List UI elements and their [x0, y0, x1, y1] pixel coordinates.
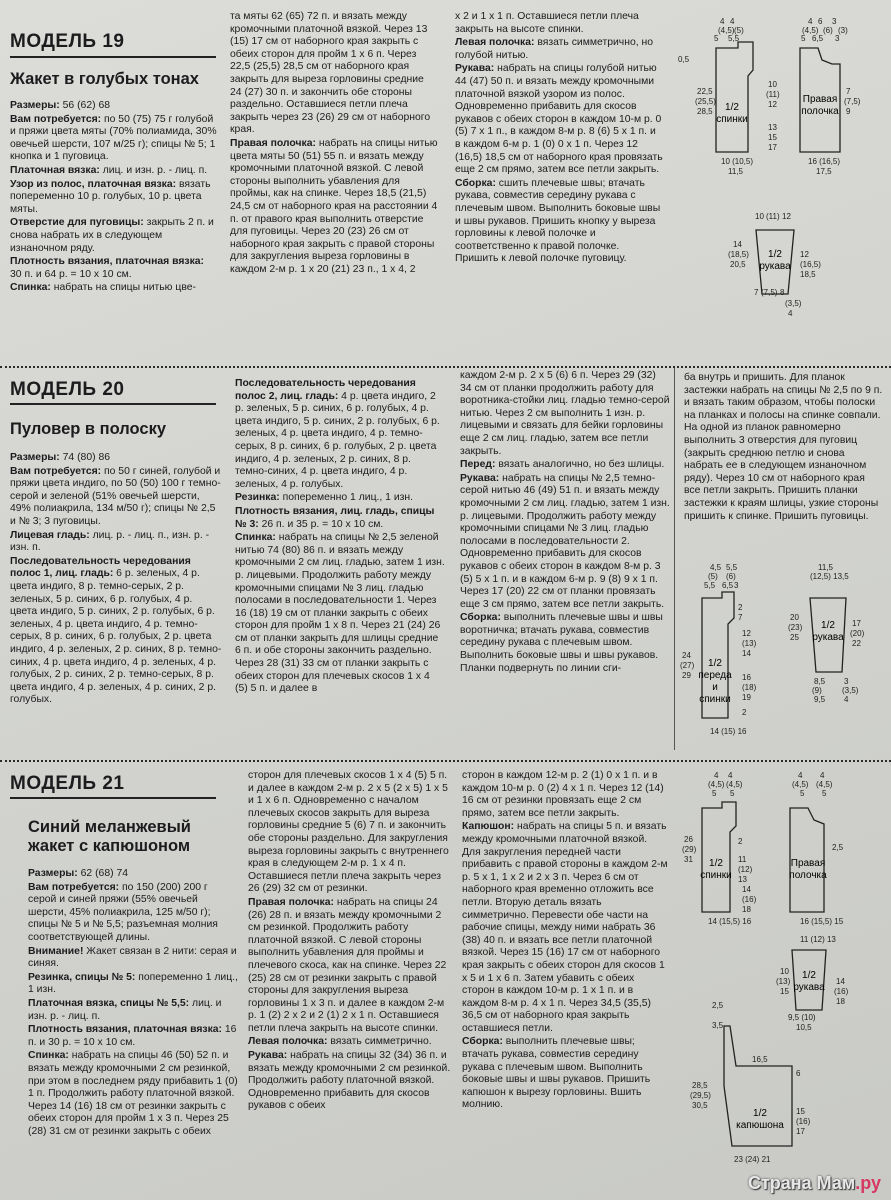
svg-text:6: 6 [818, 17, 823, 26]
svg-text:(11): (11) [766, 212, 780, 221]
paragraph-heading: Размеры: [10, 452, 60, 463]
paragraph-heading: Резинка, спицы № 5: [28, 971, 136, 983]
front-piece-label: Правая полочка [789, 858, 827, 881]
paragraph-text: Жакет связан в 2 нити: серая и синяя. [28, 945, 237, 970]
paragraph [248, 1050, 454, 1113]
model-21-title: Синий меланжевый жакет с капюшоном [28, 818, 191, 855]
sleeve-piece-label: 1/2 рукава [812, 620, 844, 643]
svg-text:3,5: 3,5 [712, 1021, 724, 1030]
paragraph-text: 62 (68) 74 [77, 868, 129, 879]
svg-text:3: 3 [844, 677, 849, 686]
svg-text:4: 4 [714, 771, 719, 780]
svg-text:(11): (11) [766, 90, 780, 99]
model-20-col-4 [684, 372, 884, 550]
paragraph [10, 114, 218, 164]
model-21-schematics [672, 766, 884, 1166]
svg-text:14: 14 [742, 885, 751, 894]
paragraph-text: ба внутрь и пришить. Для планок застежки набрать на спицы № 2,5 по 9 п. и вязать таким образом, чтобы полоски на планках и полосы на спинке совпали. На одной из планок равномерно выполнить 3 отверстия для пуговиц (закрыть среднюю петлю и снова набрать ее в следующем изнаночном ряду). Через 10 см от наборного края все петли закрыть. Пришить планки застежки к краям шлицы, узкие стороны пришить к спинке. Пришить пуговицы. [684, 372, 883, 522]
model-19-col-1 [10, 100, 218, 358]
back-pattern-piece [716, 42, 753, 152]
paragraph [235, 378, 445, 491]
svg-text:4: 4 [728, 771, 733, 780]
svg-text:2,5: 2,5 [712, 1001, 724, 1010]
paragraph-heading: Рукава: [248, 1050, 288, 1062]
svg-text:3: 3 [734, 581, 739, 590]
svg-text:18: 18 [742, 905, 751, 914]
svg-text:9,5: 9,5 [814, 695, 826, 704]
svg-text:3: 3 [832, 17, 837, 26]
svg-text:(12,5) 13,5: (12,5) 13,5 [810, 572, 849, 581]
svg-text:2,5: 2,5 [832, 843, 844, 852]
back-piece-label: 1/2 спинки [700, 858, 732, 881]
model-20-header-underline [10, 403, 216, 405]
paragraph-text: набрать на спицы 32 (34) 36 п. и вязать между кромочными 2 см резинкой. Продолжить работу платочной вязкой. Одновременно прибавить для скосов рукавов с обеих [248, 1050, 451, 1112]
paragraph-heading: Резинка: [235, 492, 280, 504]
svg-text:(18,5): (18,5) [728, 250, 749, 259]
svg-text:15: 15 [768, 133, 777, 142]
svg-text:(9): (9) [812, 686, 822, 695]
paragraph-heading: Лицевая гладь: [10, 529, 90, 541]
paragraph-heading: Сборка: [462, 1036, 503, 1048]
svg-text:17: 17 [852, 619, 861, 628]
svg-text:12: 12 [782, 212, 791, 221]
svg-text:10,5: 10,5 [796, 1023, 812, 1032]
svg-text:(29): (29) [682, 845, 697, 854]
paragraph [28, 1024, 238, 1049]
svg-text:6: 6 [796, 1069, 801, 1078]
paragraph-text: 6 р. зеленых, 4 р. цвета индиго, 8 р. темно-серых, 2 р. зеленых, 5 р. синих, 6 р. голубых, 4 р. цвета индиго, 5 р. синих, 2 р. голубых, 6 р. зеленых, 4 р. цвета индиго, 4 р. темно-серых, 8 р. синих, 6 р. голубых, 2 р. цвета индиго, 4 р. зеленых, 2 р. синих, 8 р. темно-синих, 4 р. цвета индиго, 4 р. зеленых, 4 р. голубых, 2 р. синих, 2 р. темно-серых, 8 р. цвета индиго, 4 р. зеленых, 4 р. синих, 2 р. голубых. [10, 568, 222, 706]
paragraph-heading: Спинка: [235, 532, 276, 544]
svg-text:4: 4 [730, 17, 735, 26]
paragraph-text: 74 (80) 86 [59, 452, 111, 463]
paragraph [28, 998, 238, 1023]
svg-text:(25,5): (25,5) [695, 97, 716, 106]
svg-text:(16): (16) [834, 987, 849, 996]
svg-text:20,5: 20,5 [730, 260, 746, 269]
svg-text:5: 5 [800, 789, 805, 798]
paragraph-heading: Правая полочка: [248, 896, 334, 908]
paragraph [28, 972, 238, 997]
paragraph [10, 165, 218, 178]
svg-text:5: 5 [730, 789, 735, 798]
svg-text:15: 15 [796, 1107, 805, 1116]
paragraph-heading: Рукава: [460, 472, 500, 484]
paragraph-heading: Размеры: [28, 868, 78, 879]
svg-text:26: 26 [684, 835, 693, 844]
svg-text:14: 14 [836, 977, 845, 986]
paragraph-text: вязать попеременно 10 р. голубых, 10 р. цвета мяты. [10, 178, 211, 215]
svg-text:14 (15) 16: 14 (15) 16 [710, 727, 747, 736]
svg-text:(23): (23) [788, 623, 803, 632]
model-20-col-1 [10, 452, 222, 748]
label-line: рукава [812, 632, 844, 643]
svg-text:(5): (5) [708, 572, 718, 581]
paragraph-heading: Платочная вязка: [10, 164, 100, 176]
svg-text:14: 14 [742, 649, 751, 658]
svg-text:10: 10 [780, 967, 789, 976]
svg-text:20: 20 [790, 613, 799, 622]
svg-text:(3,5): (3,5) [842, 686, 859, 695]
svg-text:(4,5): (4,5) [802, 26, 819, 35]
svg-text:23 (24) 21: 23 (24) 21 [734, 1155, 771, 1164]
svg-text:(6): (6) [823, 26, 833, 35]
svg-text:(7,5): (7,5) [844, 97, 861, 106]
paragraph [10, 100, 218, 113]
svg-text:28,5: 28,5 [692, 1081, 708, 1090]
svg-text:(20): (20) [850, 629, 865, 638]
paragraph [10, 179, 218, 217]
paragraph [28, 868, 238, 881]
paragraph-text: x 2 и 1 x 1 п. Оставшиеся петли плеча закрыть на высоте спинки. [455, 11, 639, 35]
paragraph [460, 459, 670, 472]
paragraph [460, 612, 670, 675]
svg-text:5: 5 [822, 789, 827, 798]
paragraph [10, 217, 218, 255]
paragraph [230, 11, 438, 137]
svg-text:28,5: 28,5 [697, 107, 713, 116]
label-line: спинки [716, 114, 748, 125]
svg-text:5: 5 [714, 34, 719, 43]
model-20-col-2 [235, 378, 445, 750]
svg-text:25: 25 [790, 633, 799, 642]
watermark-domain: .ру [855, 1173, 881, 1193]
svg-text:4: 4 [788, 309, 793, 317]
svg-text:8: 8 [780, 288, 785, 297]
svg-text:(13): (13) [742, 639, 757, 648]
paragraph-text: сторон для плечевых скосов 1 x 4 (5) 5 п. и далее в каждом 2-м р. 2 x 5 (2 x 5) 1 x 5 и 1 x 6 п. Одновременно с началом плечевых скосов закрыть для выреза горловины средние 5 (6) 7 п. и закончить обе стороны раздельно. Для закругления выреза горловины закрыть с внутреннего края в следующем 2-м р. 1 x 4 п. Оставшиеся петли плеча закрыть через 26 (29) 32 см от резинки. [248, 770, 449, 895]
label-line: полочка [789, 870, 827, 881]
paragraph-heading: Вам потребуется: [28, 881, 120, 893]
paragraph [10, 530, 222, 555]
paragraph-text: сшить плечевые швы; втачать рукава, совместив середину рукава с плечевым швом. Выполнить боковые швы и швы рукавов. Пришить кнопку у выреза горловины к левой полочке и соответственно к правой полочке. Пришить к левой полочке пуговицу. [455, 177, 661, 265]
paragraph-text: набрать на спицы № 2,5 зеленой нитью 74 (80) 86 п. и вязать между кромочными 2 см лиц. гладью, затем 1 изн. р. лицевыми. Продолжить работу между кромочными спицами № 3 лиц. гладью полосами в последовательности 1. Через 16 (18) 19 см от планки закрыть с обеих сторон для пройм 1 x 8 п. Через 21 (24) 26 см от планки закрыть для шлицы средние 6 п. и обе стороны закончить раздельно. Через 28 (31) 33 см от планки закрыть с обеих сторон для плечевых скосов 1 x 4 (5) 5 п. и далее в [235, 532, 445, 695]
paragraph-text: набрать на спицы 24 (26) 28 п. и вязать между кромочными 2 см резинкой. Продолжить работу платочной вязкой. С левой стороны выполнить убавления для проймы и плечевого скоса, как на спинке. Через 22 (25) 28 см от резинки закрыть с правой стороны для закругления выреза горловины 1 x 3 п. и далее в каждом 2-м р. 1 (2) 2 x 2 и 2 (1) 2 x 1 п. Оставшиеся петли плеча закрыть на высоте спинки. [248, 896, 447, 1034]
paragraph-heading: Рукава: [455, 63, 495, 75]
paragraph-text: по 150 (200) 200 г серой и синей пряжи (55% овечьей шерсти, 45% полиакрила, 125 м/50 г); спицы № 5 и № 5,5; разъемная молния соответствующей длины. [28, 881, 218, 943]
paragraph [28, 946, 238, 971]
svg-text:11 (12) 13: 11 (12) 13 [800, 935, 836, 944]
svg-text:7: 7 [754, 288, 759, 297]
paragraph-text: каждом 2-м р. 2 x 5 (6) 6 п. Через 29 (32) 34 см от планки продолжить работу для воротника-стойки лиц. гладью темно-серой нитью. Через 2 см выполнить 1 изн. р. лицевыми и связать для бейки горловины еще 2 см лиц. гладью, затем все петли закрыть. [460, 370, 670, 457]
paragraph-heading: Плотность вязания, лиц. гладь, спицы № 3: [235, 505, 435, 530]
svg-text:18,5: 18,5 [800, 270, 816, 279]
paragraph [248, 897, 454, 1036]
svg-text:6,5: 6,5 [812, 34, 824, 43]
paragraph [235, 492, 445, 505]
svg-text:(4,5): (4,5) [708, 780, 725, 789]
paragraph [28, 882, 238, 945]
paragraph-heading: Плотность вязания, платочная вязка: [10, 256, 205, 268]
paragraph-text: 56 (62) 68 [59, 100, 111, 111]
paragraph-text: набрать на спицы 46 (50) 52 п. и вязать между кромочными 2 см резинкой, при этом в последнем ряду прибавить 1 (0) 1 п. Продолжить работу платочной вязкой. Через 14 (16) 18 см от резинки закрыть с обеих сторон для пройм 1 x 3 п. Через 25 (28) 31 см от резинки закрыть с обеих [28, 1050, 238, 1137]
paragraph-text: вязать симметрично. [327, 1036, 432, 1048]
paragraph-text: 4 р. цвета индиго, 2 р. зеленых, 5 р. синих, 6 р. голубых, 4 р. цвета индиго, 5 р. синих, 2 р. голубых, 6 р. зеленых, 4 р. цвета индиго, 4 р. темно-серых, 8 р. синих, 6 р. голубых, 2 р. цвета индиго, 4 р. зеленых, 2 р. синих, 8 р. темно-синих, 4 р. цвета индиго, 4 р. зеленых, 4 р. голубых. [235, 390, 440, 490]
paragraph [462, 821, 668, 1035]
paragraph-heading: Капюшон: [462, 821, 515, 833]
svg-text:(16,5): (16,5) [800, 260, 821, 269]
svg-text:5: 5 [712, 789, 717, 798]
svg-text:2: 2 [742, 708, 747, 717]
svg-text:(7,5): (7,5) [761, 288, 778, 297]
svg-text:(3,5): (3,5) [785, 299, 802, 308]
paragraph-text: 26 п. и 35 р. = 10 x 10 см. [258, 518, 384, 530]
watermark-text: Страна Мам [747, 1173, 856, 1193]
svg-text:12: 12 [742, 629, 751, 638]
back-pattern-piece [702, 802, 736, 912]
model-21-header-underline [10, 797, 216, 799]
svg-text:(3): (3) [838, 26, 848, 35]
svg-text:11: 11 [738, 855, 747, 864]
paragraph-heading: Последовательность чередования полос 2, лиц. гладь: [235, 378, 416, 402]
svg-text:2: 2 [738, 603, 743, 612]
svg-text:(4,5): (4,5) [816, 780, 833, 789]
paragraph [10, 556, 222, 707]
svg-text:4: 4 [720, 17, 725, 26]
paragraph-heading: Перед: [460, 459, 496, 471]
svg-text:29: 29 [682, 671, 691, 680]
paragraph-text: набрать на спицы № 2,5 темно-серой нитью 46 (49) 51 п. и вязать между кромочными 2 см лиц. гладью, затем 1 изн. р. лицевыми. Продолжить работу между кромочными спицами № 3 лиц. гладью полосами в последовательности 2. Одновременно прибавить для скосов рукавов с обеих сторон в каждом 8-м р. 3 (5) 5 x 1 п. и в каждом 6-м р. 9 (8) 9 x 1 п. Через 17 (20) 22 см от планки провязать еще 3 см прямо, затем все петли закрыть. [460, 472, 670, 610]
label-line: рукава [793, 982, 825, 993]
svg-text:14: 14 [733, 240, 742, 249]
paragraph-text: лиц. и изн. р. - лиц. п. [28, 997, 222, 1022]
paragraph [455, 37, 663, 62]
svg-text:7: 7 [846, 87, 851, 96]
svg-text:(16): (16) [796, 1117, 811, 1126]
svg-text:10: 10 [768, 80, 777, 89]
paragraph [10, 466, 222, 529]
svg-text:17: 17 [768, 143, 777, 152]
svg-text:16 (16,5): 16 (16,5) [808, 157, 841, 166]
svg-text:(4,5): (4,5) [792, 780, 809, 789]
svg-text:4: 4 [844, 695, 849, 704]
svg-text:15: 15 [780, 987, 789, 996]
label-line: полочка [801, 106, 839, 117]
paragraph [462, 770, 668, 820]
svg-text:18: 18 [836, 997, 845, 1006]
paragraph-heading: Последовательность чередования полос 1, лиц. гладь: [10, 555, 191, 580]
paragraph-heading: Внимание! [28, 945, 84, 957]
paragraph-heading: Сборка: [460, 612, 501, 624]
paragraph [455, 178, 663, 266]
paragraph-text: выполнить плечевые швы; втачать рукава, совместив середину рукава с плечевым швом. Выполнить боковые швы и швы рукавов. Пришить капюшон к вырезу горловины. Вшить молнию. [462, 1036, 651, 1111]
svg-text:11,5: 11,5 [728, 167, 743, 176]
svg-text:8,5: 8,5 [814, 677, 826, 686]
model-20-schematics [678, 558, 886, 738]
svg-text:13: 13 [768, 123, 777, 132]
svg-text:(18): (18) [742, 683, 757, 692]
paragraph-text: вязать аналогично, но без шлицы. [495, 459, 665, 471]
paragraph [235, 506, 445, 531]
model-19-col-3 [455, 11, 663, 359]
paragraph-heading: Спинка: [10, 282, 51, 294]
sleeve-piece-label: 1/2 рукава [759, 249, 791, 272]
svg-text:3: 3 [835, 34, 840, 43]
model-21-col-1 [28, 868, 238, 1190]
svg-text:10 (10,5): 10 (10,5) [721, 157, 754, 166]
svg-text:6,5: 6,5 [722, 581, 734, 590]
svg-text:24: 24 [682, 651, 691, 660]
paragraph [460, 473, 670, 612]
paragraph-text: по 50 (75) 75 г голубой и пряжи цвета мяты (70% полиамида, 30% овечьей шерсти, 107 м/25 г); спицы № 5; 1 кнопка и 1 пуговица. [10, 113, 217, 163]
paragraph-heading: Левая полочка: [248, 1036, 328, 1048]
svg-text:14 (15,5) 16: 14 (15,5) 16 [708, 917, 752, 926]
paragraph-heading: Правая полочка: [230, 137, 316, 149]
model-20-title: Пуловер в полоску [10, 420, 167, 438]
sleeve-piece-label: 1/2 рукава [793, 970, 825, 993]
svg-text:5,5: 5,5 [728, 34, 740, 43]
paragraph-text: закрыть 2 п. и снова набрать их в следующем изнаночном ряду. [10, 217, 214, 254]
svg-text:16,5: 16,5 [752, 1055, 768, 1064]
svg-text:17,5: 17,5 [816, 167, 832, 176]
model-19-header: МОДЕЛЬ 19 [10, 31, 125, 52]
model-19-title: Жакет в голубых тонах [10, 70, 199, 88]
paragraph-heading: Сборка: [455, 177, 496, 189]
paragraph-text: набрать на спицы нитью цвета мяты 50 (51) 55 п. и вязать между кромочными платочной вязкой. С левой стороны выполнить убавления для проймы, как на спинке. Через 18,5 (21,5) 24,5 см от наборного края на расстоянии 4 п. от правого края выполнить отверстие для пуговицы. Через 20 (23) 26 см от наборного края закрыть с правой стороны для закругления выреза горловины в каждом 2-м р. 1 x 20 (21) 23 п., 1 x 4, 2 [230, 137, 438, 275]
model-21-col-2 [248, 770, 454, 1194]
paragraph-text: набрать на спицы нитью цве- [50, 282, 196, 294]
paragraph [235, 532, 445, 696]
paragraph-text: попеременно 1 лиц., 1 изн. [279, 492, 414, 504]
svg-text:11,5: 11,5 [818, 563, 833, 572]
front-piece-label: Правая полочка [801, 94, 839, 117]
svg-text:12: 12 [800, 250, 809, 259]
paragraph-heading: Спинка: [28, 1050, 69, 1062]
paragraph-text: лиц. и изн. р. - лиц. п. [99, 164, 208, 176]
label-line: спинки [700, 870, 732, 881]
svg-text:9: 9 [846, 107, 851, 116]
paragraph [460, 370, 670, 458]
svg-text:16: 16 [742, 673, 751, 682]
model-21-col-3 [462, 770, 668, 1194]
paragraph [10, 256, 218, 281]
model-20-col-3 [460, 370, 670, 748]
svg-text:5,5: 5,5 [726, 563, 738, 572]
paragraph-text: попеременно 1 лиц., 1 изн. [28, 971, 238, 996]
paragraph-heading: Платочная вязка, спицы № 5,5: [28, 997, 190, 1009]
svg-text:(29,5): (29,5) [690, 1091, 711, 1100]
model-19-schematics [668, 12, 883, 317]
paragraph-text: лиц. р. - лиц. п., изн. р. - изн. п. [10, 529, 210, 554]
svg-text:(13): (13) [776, 977, 791, 986]
svg-text:22,5: 22,5 [697, 87, 713, 96]
svg-text:10: 10 [755, 212, 764, 221]
paragraph-text: 16 п. и 30 р. = 10 x 10 см. [28, 1024, 237, 1048]
paragraph-text: та мяты 62 (65) 72 п. и вязать между кромочными платочной вязкой. Через 13 (15) 17 см от наборного края закрыть с обеих сторон для пройм 1 x 6 п. Через 22,5 (25,5) 28,5 см от наборного края закрыть для выреза горловины средние 24 (27) 30 п. и закончить обе стороны раздельно. Оставшиеся петли плеча закрыть через 23 (26) 29 см от наборного края. [230, 11, 431, 136]
model-19-col-2 [230, 11, 438, 359]
paragraph [230, 138, 438, 277]
svg-text:5: 5 [801, 34, 806, 43]
svg-text:19: 19 [742, 693, 751, 702]
svg-text:30,5: 30,5 [692, 1101, 708, 1110]
svg-text:5,5: 5,5 [704, 581, 716, 590]
label-line: капюшона [736, 1120, 784, 1131]
paragraph-heading: Узор из полос, платочная вязка: [10, 178, 177, 190]
svg-text:(5): (5) [734, 26, 744, 35]
paragraph-text: вязать симметрично, но голубой нитью. [455, 37, 654, 61]
paragraph [684, 372, 884, 523]
svg-text:(16): (16) [742, 895, 757, 904]
label-line: переда [698, 670, 732, 681]
svg-text:(6): (6) [726, 572, 736, 581]
paragraph-text: по 50 г синей, голубой и пряжи цвета индиго, по 50 (50) 100 г темно-серой и зеленой (51% овечьей шерсти, 49% полиакрила, 134 м/50 г); спицы № 2,5 и № 3; 3 пуговицы. [10, 465, 221, 527]
paragraph [10, 282, 218, 295]
svg-text:4: 4 [798, 771, 803, 780]
svg-text:(4,5): (4,5) [726, 780, 743, 789]
label-line: и [712, 682, 718, 693]
model-21-header: МОДЕЛЬ 21 [10, 773, 125, 794]
svg-text:4: 4 [808, 17, 813, 26]
paragraph-text: выполнить плечевые швы и швы воротничка; втачать рукава, совместив середину рукава с плечевым швом. Выполнить боковые швы и швы рукавов. Планки подвернуть по линии сги- [460, 612, 663, 674]
paragraph-heading: Размеры: [10, 100, 60, 111]
svg-text:13: 13 [738, 875, 747, 884]
paragraph [248, 770, 454, 896]
svg-text:(27): (27) [680, 661, 695, 670]
hood-piece-label: 1/2 капюшона [736, 1108, 784, 1131]
paragraph [28, 1050, 238, 1138]
model-20-header: МОДЕЛЬ 20 [10, 379, 125, 400]
svg-text:17: 17 [796, 1127, 805, 1136]
site-watermark [748, 1173, 881, 1194]
svg-text:(12): (12) [738, 865, 753, 874]
svg-text:7: 7 [738, 613, 743, 622]
label-line: рукава [759, 261, 791, 272]
paragraph-heading: Левая полочка: [455, 37, 535, 49]
paragraph [455, 63, 663, 176]
section-divider-2 [0, 760, 891, 762]
svg-text:16 (15,5) 15: 16 (15,5) 15 [800, 917, 844, 926]
label-line: спинки [699, 694, 731, 705]
paragraph-text: набрать на спицы 5 п. и вязать между кромочными платочной вязкой. Для закругления передней части прибавить с правой стороны в каждом 2-м р. 5 x 1, 1 x 2 и 2 x 3 п. Через 6 см от наборного края временно отложить все петли. Вторую деталь вязать симметрично. Перевести обе части на рабочие спицы, между ними набрать 36 (38) 40 п. и вязать все петли платочной вязкой. Через 15 (16) 17 см от наборного края закрыть с обеих сторон для скосов 1 x 5 и 1 x 6 п. Затем убавить с обеих сторон в каждом 10-м р. 1 x 1 п. и в каждом 8-м р. 4 x 1 п. Через 34,5 (35,5) 36,5 см от наборного края закрыть оставшиеся петли. [462, 821, 668, 1034]
svg-text:12: 12 [768, 100, 777, 109]
paragraph [248, 1036, 454, 1049]
svg-text:4: 4 [820, 771, 825, 780]
paragraph-text: сторон в каждом 12-м р. 2 (1) 0 x 1 п. и в каждом 10-м р. 0 (2) 4 x 1 п. Через 12 (14) 16 см от резинки провязать еще 2 см прямо, затем все петли закрыть. [462, 770, 664, 819]
paragraph-heading: Вам потребуется: [10, 465, 102, 477]
svg-text:2: 2 [738, 837, 743, 846]
paragraph-text: набрать на спицы голубой нитью 44 (47) 50 п. и вязать между кромочными платочной вязкой узором из полос. Одновременно прибавить для скосов рукавов с обеих сторон в каждом 10-м р. 0 (5) 7 x 1 п., в каждом 8-м р. 8 (6) 5 x 1 п. и в каждом 6-м р. 1 (0) 0 x 1 п. Через 12 (16,5) 18,5 см от наборного края провязать еще 2 см прямо, затем все петли закрыть. [455, 63, 663, 176]
paragraph-heading: Плотность вязания, платочная вязка: [28, 1024, 223, 1036]
paragraph [455, 11, 663, 36]
body-piece-label: 1/2 переда и спинки [698, 658, 732, 705]
svg-text:22: 22 [852, 639, 861, 648]
model-19-header-underline [10, 56, 216, 58]
paragraph [462, 1036, 668, 1112]
paragraph-heading: Отверстие для пуговицы: [10, 217, 144, 229]
svg-text:4,5: 4,5 [710, 563, 722, 572]
svg-text:(4,5): (4,5) [718, 26, 735, 35]
svg-text:0,5: 0,5 [678, 55, 690, 64]
column-divider [674, 368, 675, 750]
back-piece-label: 1/2 спинки [716, 102, 748, 125]
svg-text:31: 31 [684, 855, 693, 864]
svg-text:9,5 (10): 9,5 (10) [788, 1013, 816, 1022]
paragraph-text: 30 п. и 64 р. = 10 x 10 см. [10, 268, 132, 280]
section-divider-1 [0, 366, 891, 368]
paragraph [10, 452, 222, 465]
paragraph-heading: Вам потребуется: [10, 113, 102, 125]
